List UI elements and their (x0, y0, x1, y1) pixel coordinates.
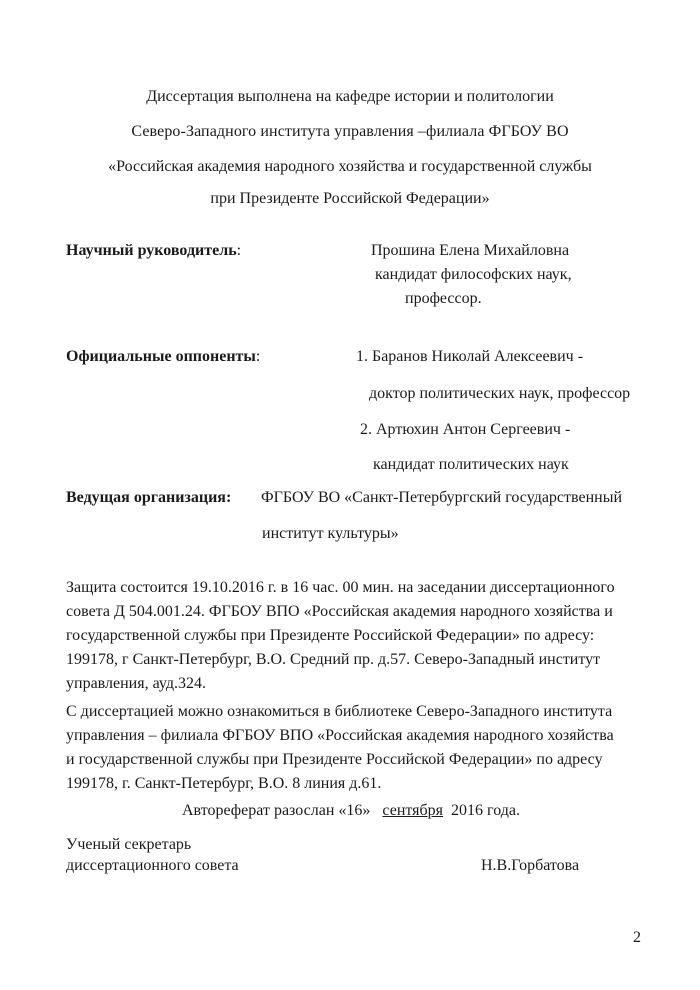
supervisor-title: профессор. (405, 290, 482, 307)
header-line-3: «Российская академия народного хозяйства и государственной службы (108, 158, 592, 175)
opponents-label: Официальные оппоненты (66, 348, 256, 365)
page-number: 2 (633, 929, 641, 946)
supervisor-label-block (66, 241, 241, 261)
defense-line: управления, ауд.324. (66, 675, 206, 692)
defense-line: 199178, г Санкт-Петербург, В.О. Средний пр. д.57. Северо-Западный институт (66, 651, 601, 668)
library-paragraph (66, 700, 644, 796)
defense-line: совета Д 504.001.24. ФГБОУ ВПО «Российская академия народного хозяйства и (66, 603, 613, 620)
lead-org-line-1: ФГБОУ ВО «Санкт-Петербургский государственный (261, 489, 623, 506)
supervisor-name: Прошина Елена Михайловна (371, 242, 570, 259)
sent-month: сентября (382, 802, 444, 819)
header-line-4: при Президенте Российской Федерации» (210, 190, 490, 207)
supervisor-colon: : (236, 242, 242, 259)
supervisor-degree: кандидат философских наук, (375, 266, 572, 283)
library-line: 199178, г. Санкт-Петербург, В.О. 8 линия д.61. (66, 775, 382, 792)
secretary-line-2: диссертационного совета (66, 857, 239, 874)
defense-line: Защита состоится 19.10.2016 г. в 16 час. 00 мин. на заседании диссертационного (66, 579, 615, 596)
header-line-1: Диссертация выполнена на кафедре истории и политологии (146, 88, 554, 105)
defense-line: государственной службы при Президенте Российской Федерации» по адресу: (66, 627, 595, 644)
opponents-label-block (66, 347, 260, 367)
opponent-2-name: 2. Артюхин Антон Сергеевич - (360, 421, 571, 438)
lead-org-label: Ведущая организация: (66, 489, 232, 506)
library-line: С диссертацией можно ознакомиться в библиотеке Северо-Западного института (66, 703, 613, 720)
secretary-name: Н.В.Горбатова (481, 857, 580, 874)
opponent-1-name: 1. Баранов Николай Алексеевич - (356, 348, 584, 365)
header-line-2: Северо-Западного института управления –филиала ФГБОУ ВО (131, 123, 569, 140)
opponents-colon: : (255, 348, 261, 365)
library-line: управления – филиала ФГБОУ ВПО «Российская академия народного хозяйства (66, 727, 614, 744)
opponent-2-degree: кандидат политических наук (373, 456, 569, 473)
library-line: и государственной службы при Президенте Российской Федерации» по адресу (66, 751, 603, 768)
sent-line (182, 801, 520, 821)
opponent-1-degree: доктор политических наук, профессор (369, 385, 631, 402)
supervisor-label: Научный руководитель (66, 242, 237, 259)
secretary-line-1: Ученый секретарь (66, 836, 192, 853)
sent-suffix: 2016 года. (451, 802, 520, 819)
sent-prefix: Автореферат разослан «16» (182, 802, 371, 819)
defense-paragraph (66, 576, 644, 696)
lead-org-line-2: институт культуры» (262, 525, 399, 542)
